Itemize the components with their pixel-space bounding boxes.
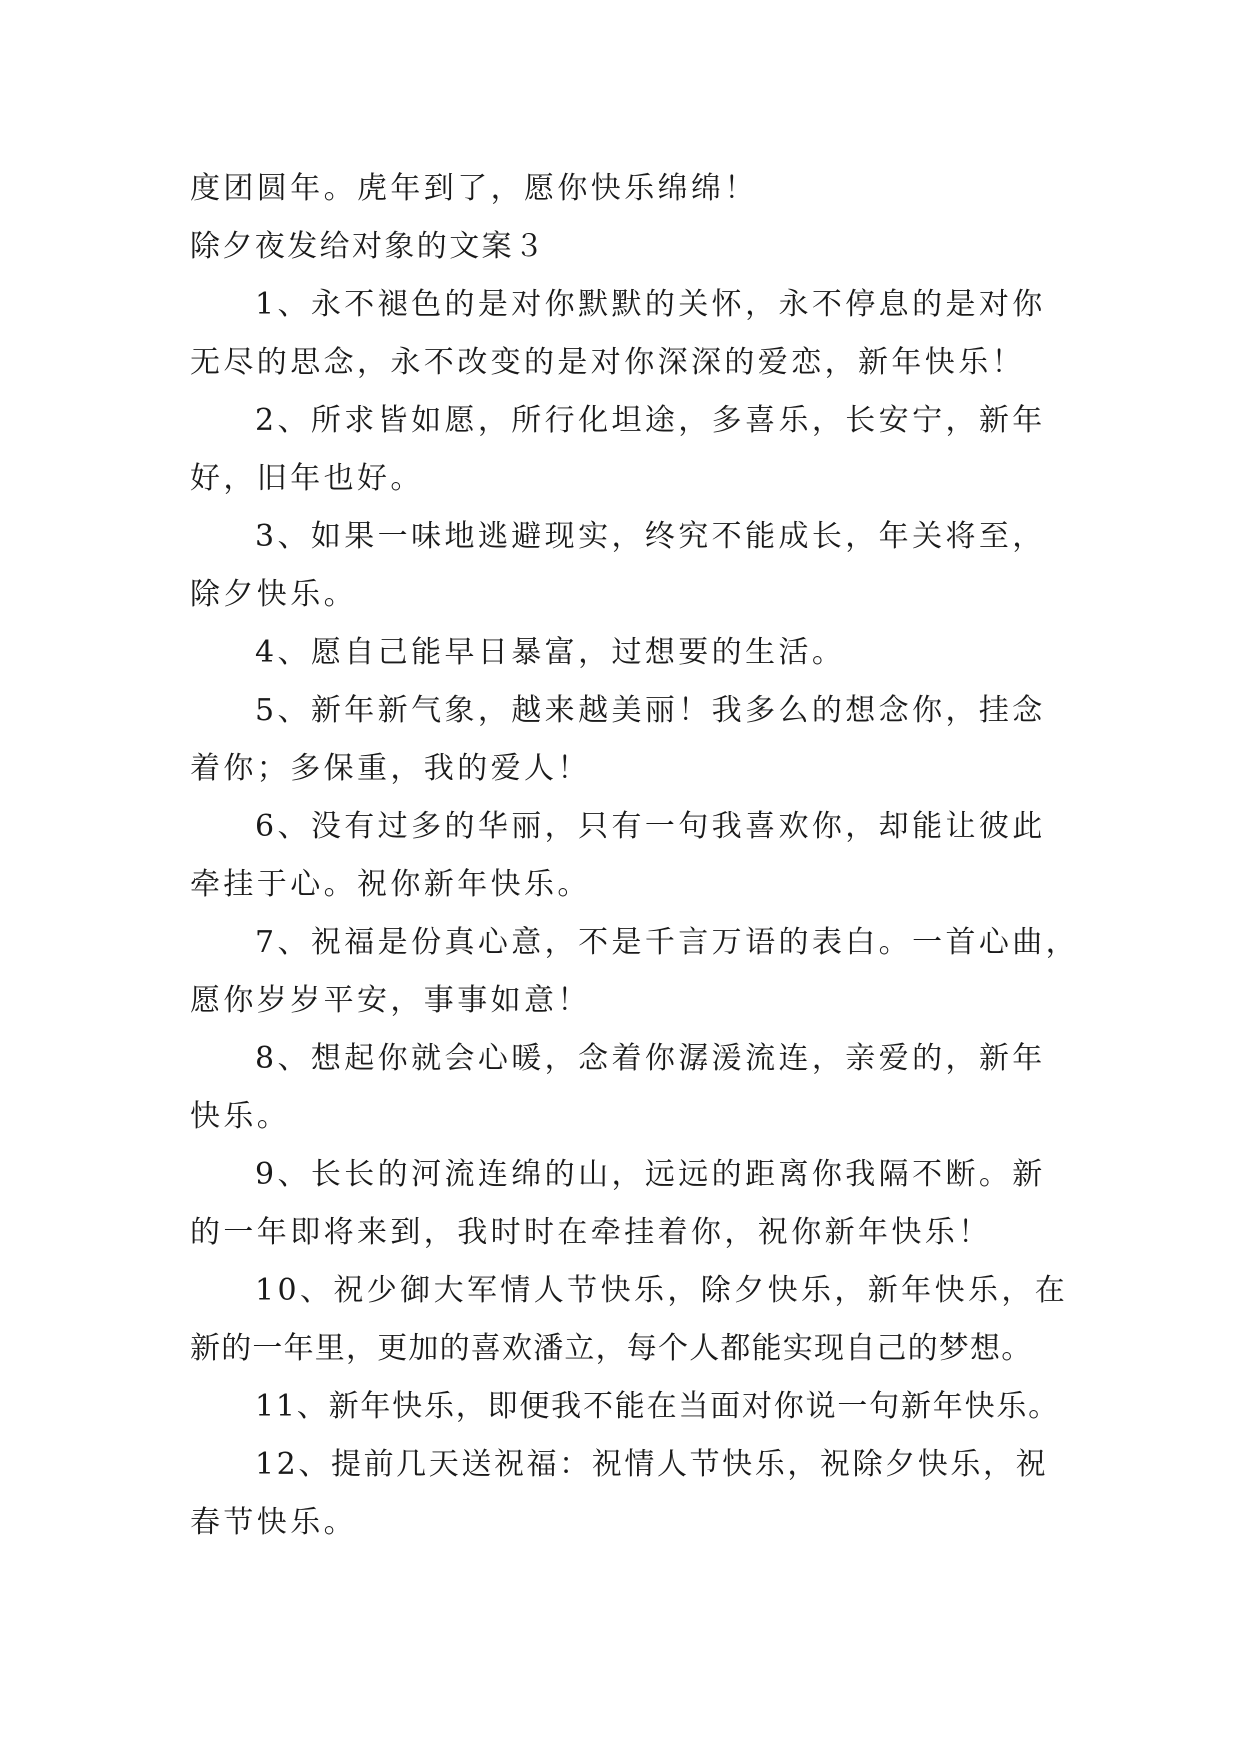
item-6-line-1: 6、没有过多的华丽，只有一句我喜欢你，却能让彼此 <box>255 809 1046 844</box>
item-7-line-1: 7、祝福是份真心意，不是千言万语的表白。一首心曲， <box>255 925 1080 960</box>
item-4-line-1: 4、愿自己能早日暴富，过想要的生活。 <box>255 635 846 670</box>
item-10-line-1: 10、祝少御大军情人节快乐，除夕快乐，新年快乐，在 <box>255 1273 1069 1308</box>
item-10-line-2: 新的一年里，更加的喜欢潘立，每个人都能实现自己的梦想。 <box>190 1331 1033 1366</box>
section-title: 除夕夜发给对象的文案３ <box>190 229 547 264</box>
item-11-line-1: 11、新年快乐，即便我不能在当面对你说一句新年快乐。 <box>255 1389 1060 1424</box>
item-5-line-2: 着你；多保重，我的爱人！ <box>190 751 591 786</box>
item-5-line-1: 5、新年新气象，越来越美丽！我多么的想念你，挂念 <box>255 693 1046 728</box>
item-9-line-2: 的一年即将来到，我时时在牵挂着你，祝你新年快乐！ <box>190 1215 992 1250</box>
item-8-line-2: 快乐。 <box>190 1099 291 1134</box>
item-9-line-1: 9、长长的河流连绵的山，远远的距离你我隔不断。新 <box>255 1157 1046 1192</box>
item-2-line-2: 好，旧年也好。 <box>190 461 424 496</box>
item-7-line-2: 愿你岁岁平安，事事如意！ <box>190 983 591 1018</box>
item-8-line-1: 8、想起你就会心暖，念着你潺湲流连，亲爱的，新年 <box>255 1041 1046 1076</box>
item-2-line-1: 2、所求皆如愿，所行化坦途，多喜乐，长安宁，新年 <box>255 403 1046 438</box>
document-body <box>190 160 1080 1552</box>
intro-tail-line: 度团圆年。虎年到了，愿你快乐绵绵！ <box>190 171 758 206</box>
item-1-line-1: 1、永不褪色的是对你默默的关怀，永不停息的是对你 <box>255 287 1046 322</box>
item-12-line-2: 春节快乐。 <box>190 1505 357 1540</box>
item-12-line-1: 12、提前几天送祝福：祝情人节快乐，祝除夕快乐，祝 <box>255 1447 1049 1482</box>
item-1-line-2: 无尽的思念，永不改变的是对你深深的爱恋，新年快乐！ <box>190 345 1025 380</box>
item-6-line-2: 牵挂于心。祝你新年快乐。 <box>190 867 591 902</box>
item-3-line-2: 除夕快乐。 <box>190 577 357 612</box>
item-3-line-1: 3、如果一味地逃避现实，终究不能成长，年关将至， <box>255 519 1046 554</box>
